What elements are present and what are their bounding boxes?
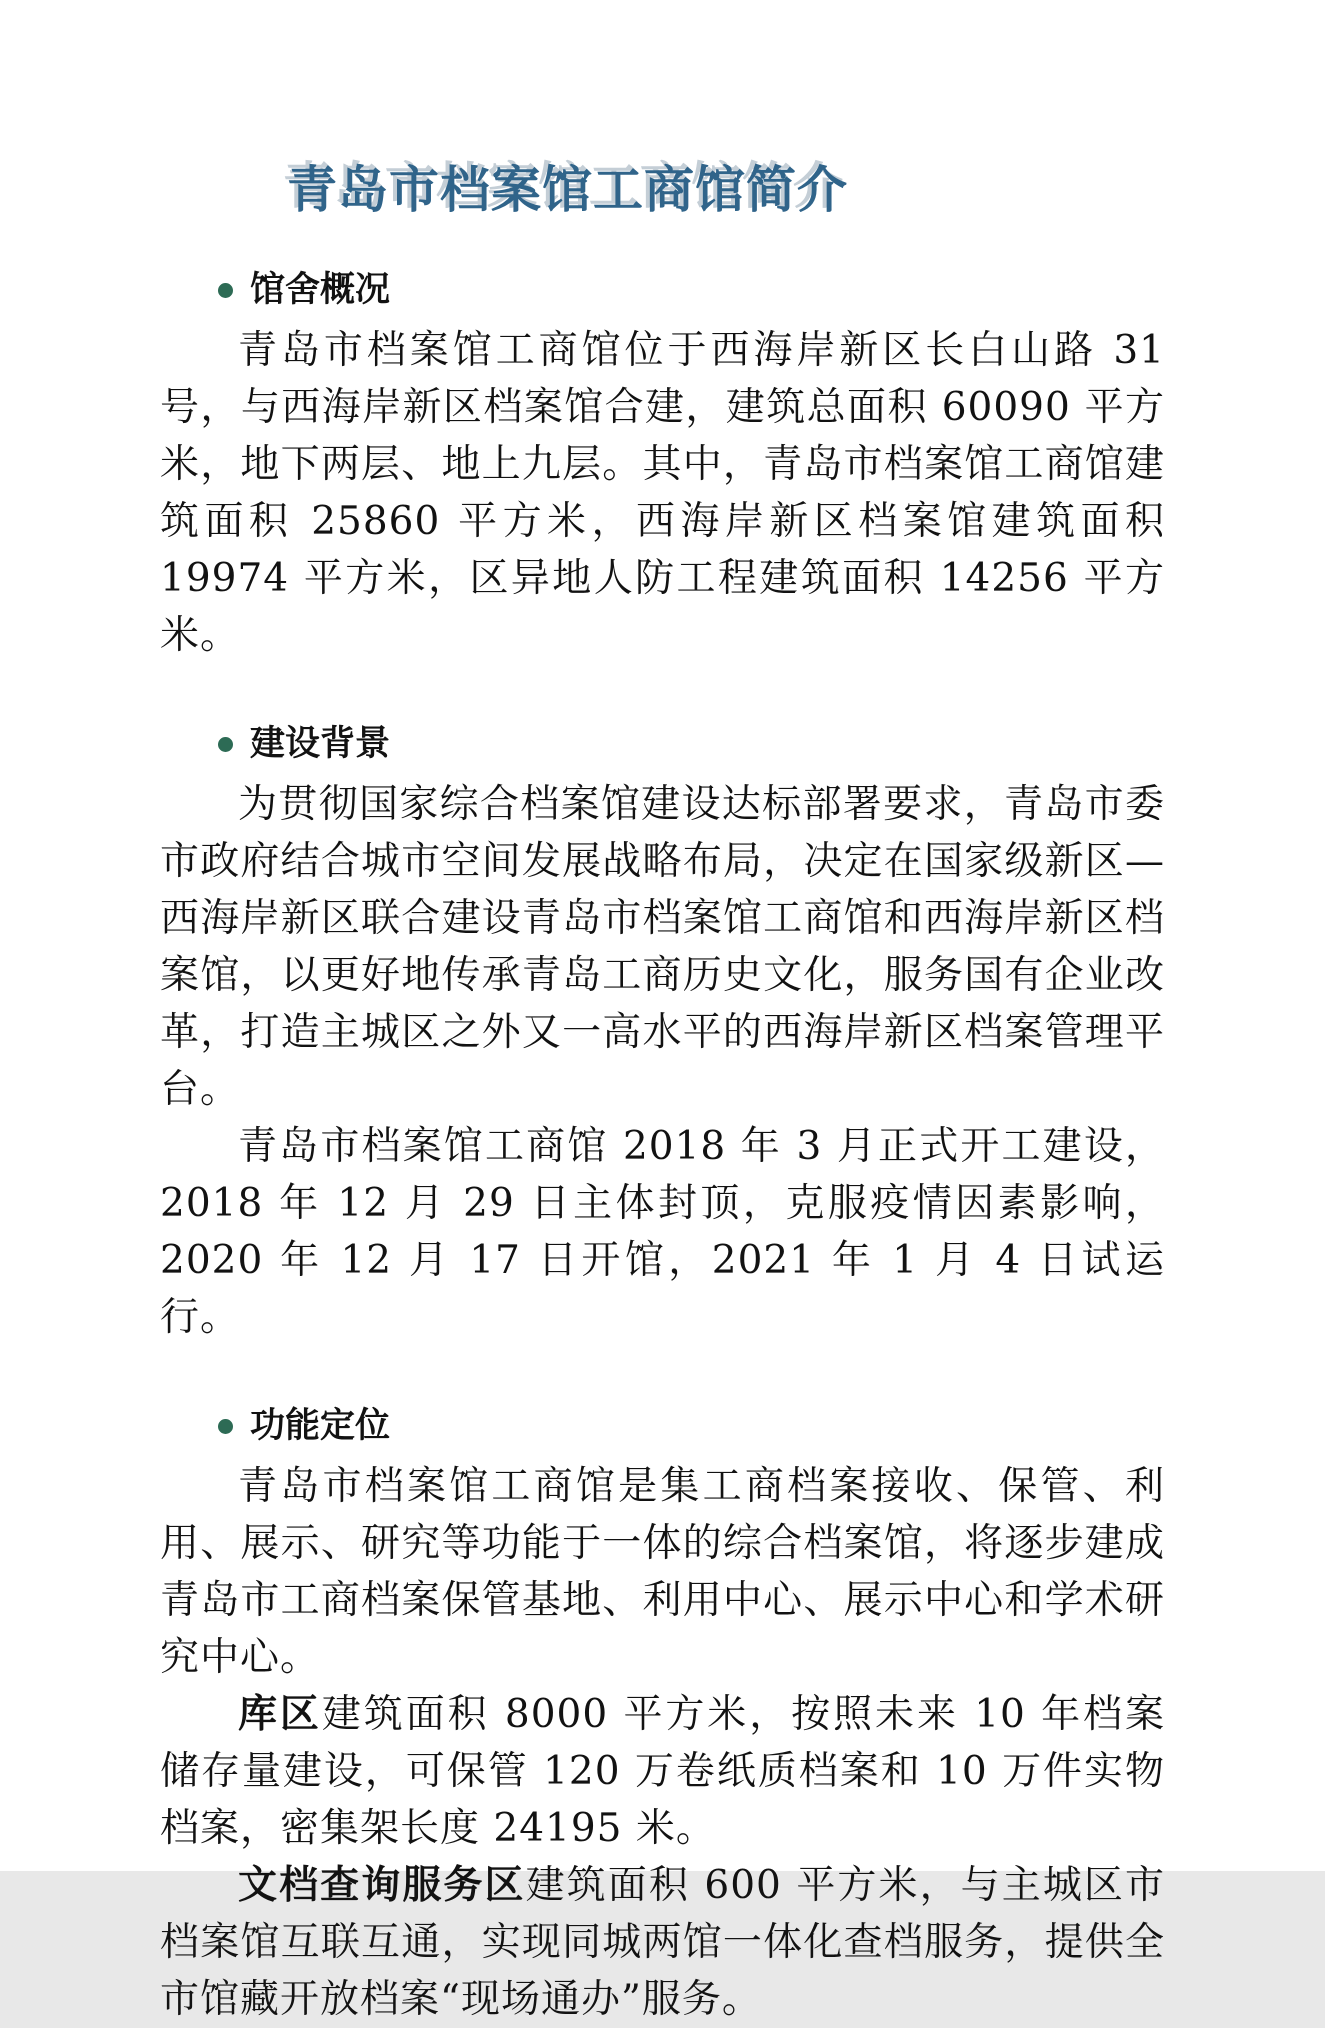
text-run: 为贯彻国家综合档案馆建设达标部署要求，青岛市委市政府结合城市空间发展战略布局，决定在国家级新区—西海岸新区联合建设青岛市档案馆工商馆和西海岸新区档案馆，以更好地传承青岛工商历史文化，服务国有企业改革，打造主城区之外又一高水平的西海岸新区档案管理平台。 [160,782,1165,1112]
bullet-icon [218,283,233,298]
section-heading-label: 建设背景 [250,724,391,764]
text-run-bold: 文档查询服务区 [238,1862,526,1908]
text-run-bold: 库区 [238,1691,322,1737]
bullet-icon [218,1419,233,1434]
document-title: 青岛市档案馆工商馆简介 [287,160,848,219]
section-construction-background [160,722,1165,1346]
section-heading-construction-background [218,722,1165,766]
text-run: 青岛市档案馆工商馆 2018 年 3 月正式开工建设，2018 年 12 月 29 日主体封顶，克服疫情因素影响，2020 年 12 月 17 日开馆，2021 年 1 月 4 日试运行。 [160,1124,1165,1340]
text-run: 青岛市档案馆工商馆位于西海岸新区长白山路 31 号，与西海岸新区档案馆合建，建筑总面积 60090 平方米，地下两层、地上九层。其中，青岛市档案馆工商馆建筑面积 25860 平方米，西海岸新区档案馆建筑面积 19974 平方米，区异地人防工程建筑面积 14256 平方米。 [160,328,1165,658]
paragraph-building-overview-1 [160,322,1165,664]
paragraph-query-service-area [160,1857,1165,2028]
section-heading-label: 功能定位 [250,1406,391,1446]
paragraph-construction-background-1 [160,776,1165,1118]
section-functional-positioning [160,1404,1165,2028]
paragraph-storage-area [160,1686,1165,1857]
section-heading-building-overview [218,268,1165,312]
paragraph-construction-background-2 [160,1118,1165,1346]
text-run: 建筑面积 600 平方米，与主城区市档案馆互联互通，实现同城两馆一体化查档服务，提供全市馆藏开放档案“现场通办”服务。 [160,1863,1165,2022]
paragraph-functional-positioning-1 [160,1458,1165,1686]
section-heading-functional-positioning [218,1404,1165,1448]
text-run: 建筑面积 8000 平方米，按照未来 10 年档案储存量建设，可保管 120 万卷纸质档案和 10 万件实物档案，密集架长度 24195 米。 [160,1692,1165,1851]
section-heading-label: 馆舍概况 [250,270,391,310]
bullet-icon [218,737,233,752]
text-run: 青岛市档案馆工商馆是集工商档案接收、保管、利用、展示、研究等功能于一体的综合档案馆，将逐步建成青岛市工商档案保管基地、利用中心、展示中心和学术研究中心。 [160,1464,1165,1680]
section-building-overview [160,268,1165,664]
